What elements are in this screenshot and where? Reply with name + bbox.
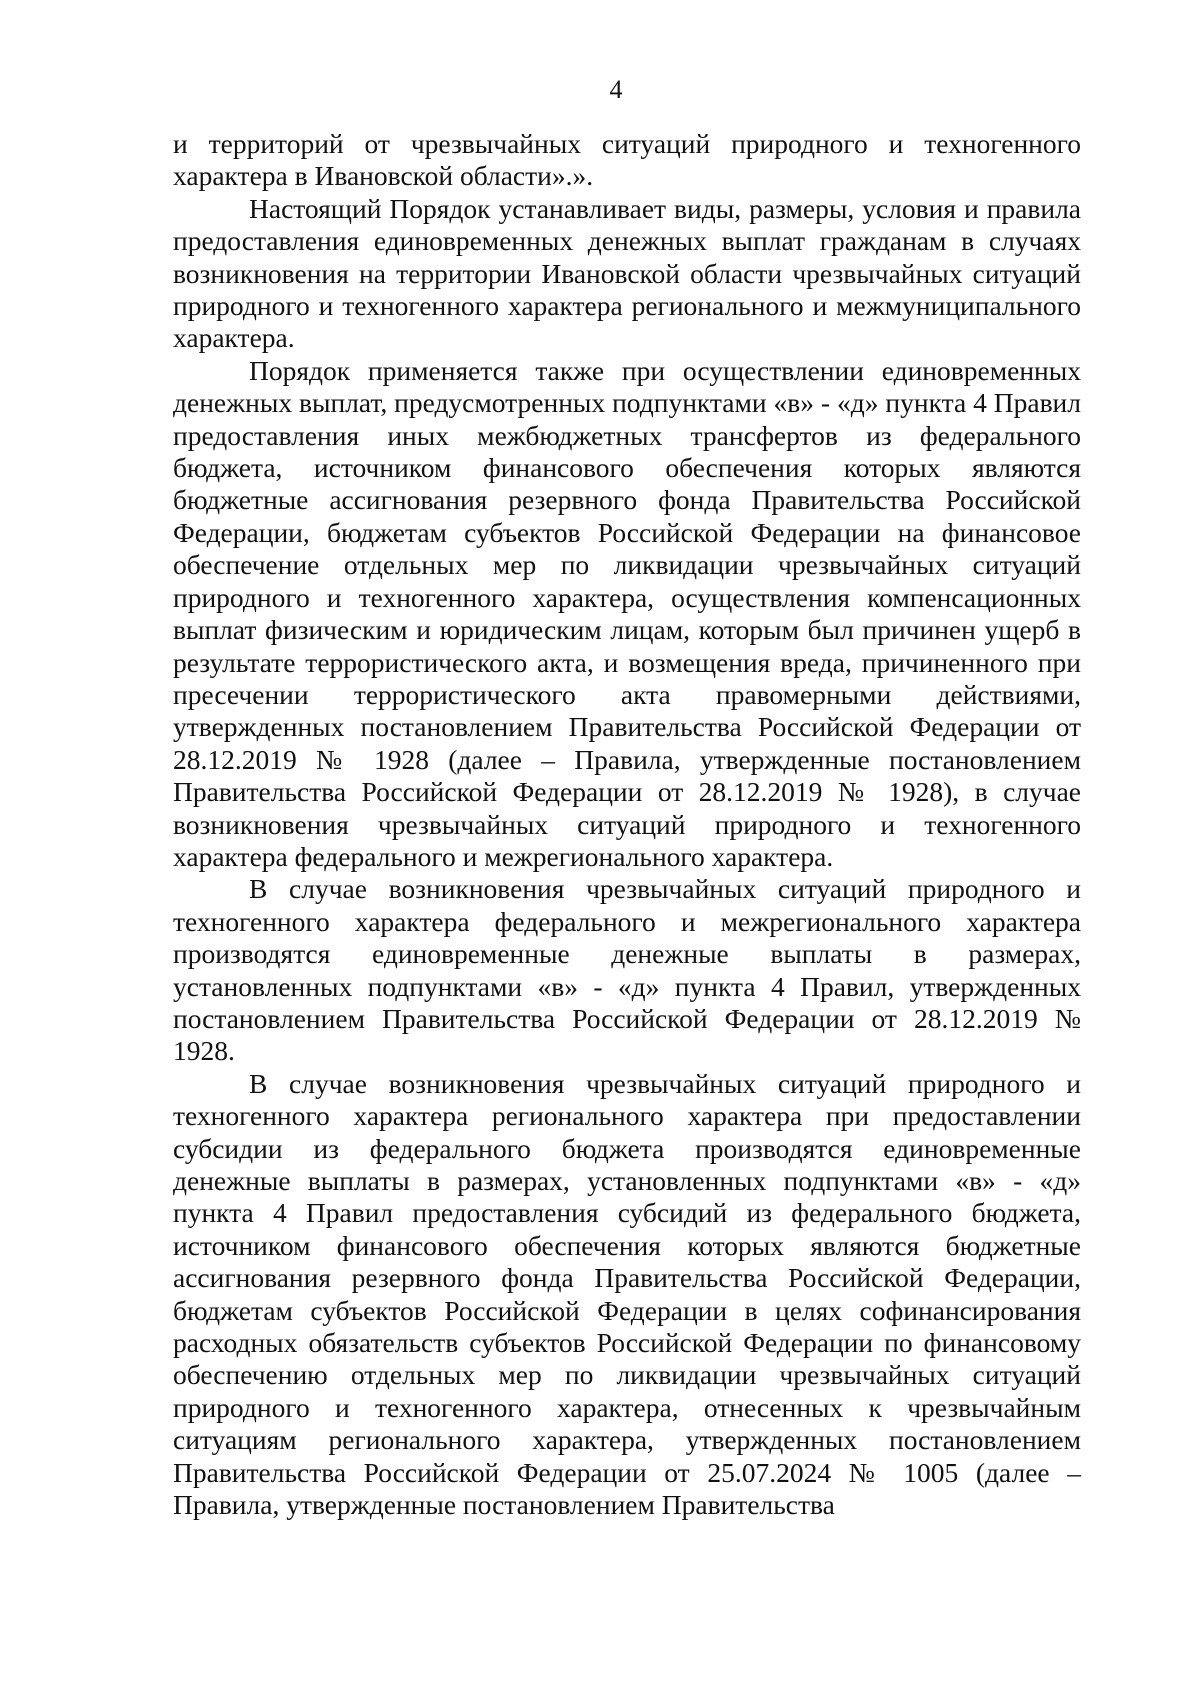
paragraph-procedure-scope: Настоящий Порядок устанавливает виды, размеры, условия и правила предоставления единовременных денежных выплат гражданам в случаях возникновения на территории Ивановской области чрезвычайных ситуаций природного и техногенного характера регионального и межмуниципального характера. <box>173 192 1081 354</box>
paragraph-federal-payments: В случае возникновения чрезвычайных ситуаций природного и техногенного характера федерального и межрегионального характера производятся единовременные денежные выплаты в размерах, установленных подпунктами «в» - «д» пункта 4 Правил, утвержденных постановлением Правительства Российской Федерации от 28.12.2019 № 1928. <box>173 873 1081 1067</box>
paragraph-regional-payments: В случае возникновения чрезвычайных ситуаций природного и техногенного характера регионального характера при предоставлении субсидии из федерального бюджета производятся единовременные денежные выплаты в размерах, установленных подпунктами «в» - «д» пункта 4 Правил предоставления субсидий из федерального бюджета, источником финансового обеспечения которых являются бюджетные ассигнования резервного фонда Правительства Российской Федерации, бюджетам субъектов Российской Федерации в целях софинансирования расходных обязательств субъектов Российской Федерации по финансовому обеспечению отдельных мер по ликвидации чрезвычайных ситуаций природного и техногенного характера, отнесенных к чрезвычайным ситуациям регионального характера, утвержденных постановлением Правительства Российской Федерации от 25.07.2024 № 1005 (далее – Правила, утвержденные постановлением Правительства <box>173 1067 1081 1521</box>
document-body <box>173 128 1081 1521</box>
paragraph-continuation: и территорий от чрезвычайных ситуаций природного и техногенного характера в Ивановской области».». <box>173 128 1081 192</box>
page-number: 4 <box>609 75 623 104</box>
paragraph-federal-rules-1928: Порядок применяется также при осуществлении единовременных денежных выплат, предусмотренных подпунктами «в» - «д» пункта 4 Правил предоставления иных межбюджетных трансфертов из федерального бюджета, источником финансового обеспечения которых являются бюджетные ассигнования резервного фонда Правительства Российской Федерации, бюджетам субъектов Российской Федерации на финансовое обеспечение отдельных мер по ликвидации чрезвычайных ситуаций природного и техногенного характера, осуществления компенсационных выплат физическим и юридическим лицам, которым был причинен ущерб в результате террористического акта, и возмещения вреда, причиненного при пресечении террористического акта правомерными действиями, утвержденных постановлением Правительства Российской Федерации от 28.12.2019 № 1928 (далее – Правила, утвержденные постановлением Правительства Российской Федерации от 28.12.2019 № 1928), в случае возникновения чрезвычайных ситуаций природного и техногенного характера федерального и межрегионального характера. <box>173 354 1081 872</box>
